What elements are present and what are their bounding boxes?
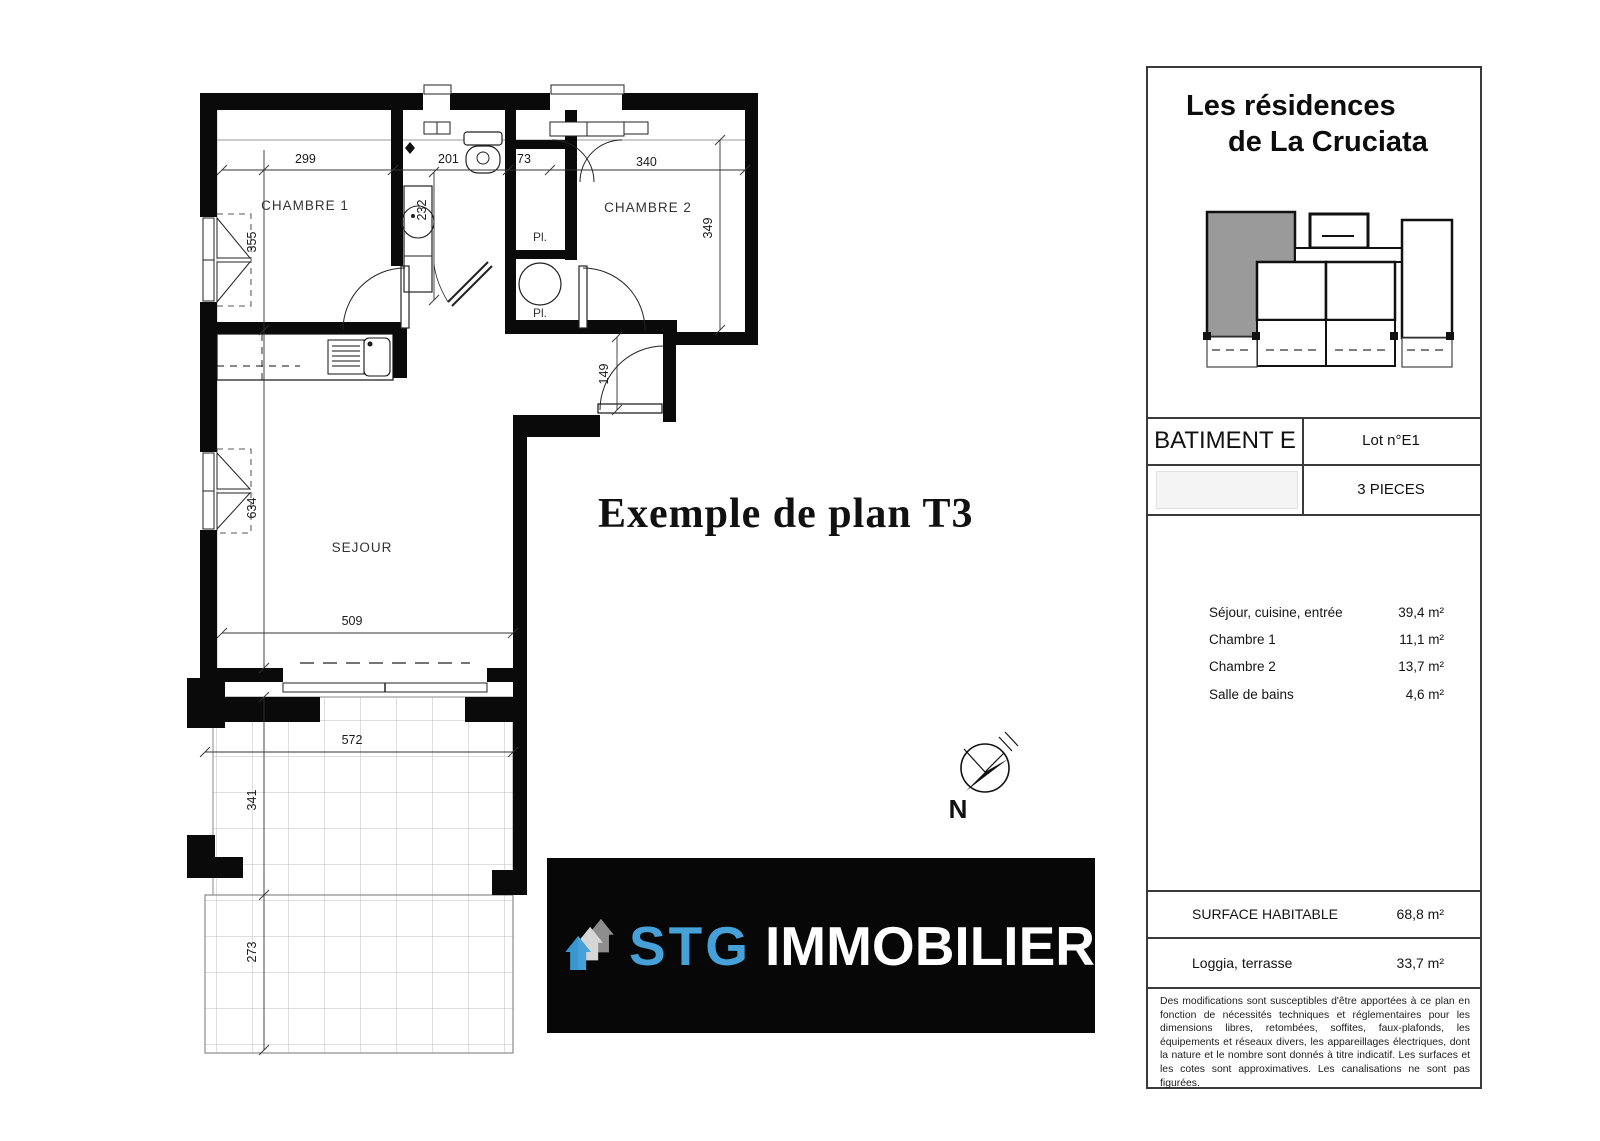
divider — [1148, 890, 1480, 892]
room-area-row — [1148, 653, 1480, 680]
room-area-row — [1148, 599, 1480, 626]
loggia-value: 33,7 m² — [1396, 955, 1444, 971]
dim-placard-width: 73 — [517, 152, 531, 166]
mini-site-plan — [1148, 198, 1480, 413]
label-chambre1: CHAMBRE 1 — [261, 198, 349, 213]
lot-cell: Lot n°E1 — [1362, 432, 1420, 449]
panel-title-line1: Les résidences — [1186, 90, 1396, 122]
room-area-label: Salle de bains — [1209, 687, 1294, 702]
north-compass-icon — [961, 732, 1018, 792]
dim-chambre2-width: 340 — [636, 155, 657, 169]
dim-bain-width: 201 — [438, 152, 459, 166]
redacted-cell — [1148, 464, 1302, 514]
toilet-icon — [464, 132, 502, 173]
dim-entree: 149 — [597, 363, 611, 385]
room-area-row — [1148, 681, 1480, 708]
room-area-label: Chambre 2 — [1209, 659, 1276, 674]
bay-window — [283, 663, 487, 692]
water-heater-icon — [519, 263, 561, 305]
window-bain — [424, 85, 451, 134]
room-area-row — [1148, 626, 1480, 653]
divider — [1148, 937, 1480, 939]
dim-chambre2-height: 349 — [701, 217, 715, 239]
north-label: N — [948, 794, 968, 824]
dim-terrasse-basse-height: 273 — [245, 941, 259, 963]
batiment-cell: BATIMENT E — [1154, 426, 1296, 454]
label-sejour: SEJOUR — [331, 540, 393, 555]
door-bain — [434, 262, 492, 306]
pieces-cell: 3 PIECES — [1357, 480, 1425, 498]
logo-houses-icon — [559, 866, 623, 1026]
room-area-value: 11,1 m² — [1399, 632, 1444, 647]
redacted-box — [1156, 471, 1298, 509]
stg-logo — [547, 858, 1095, 1033]
dim-sejour-width: 509 — [341, 614, 363, 628]
label-placard1: Pl. — [532, 230, 548, 244]
panel-title-line2: de La Cruciata — [1228, 126, 1428, 158]
logo-immobilier-text: IMMOBILIER — [765, 914, 1095, 977]
window-chambre1 — [203, 214, 251, 306]
logo-stg-text: STG — [628, 914, 752, 977]
dim-chambre1-width: 299 — [295, 152, 316, 166]
dim-terrasse-width: 572 — [341, 733, 363, 747]
loggia-label: Loggia, terrasse — [1192, 955, 1293, 971]
surface-label: SURFACE HABITABLE — [1192, 906, 1339, 922]
dim-chambre1-height: 355 — [245, 231, 259, 253]
dim-terrasse-height: 341 — [245, 789, 259, 811]
surface-row — [1148, 900, 1480, 927]
loggia-row — [1148, 949, 1480, 976]
room-area-label: Chambre 1 — [1209, 632, 1276, 647]
divider — [1148, 987, 1480, 989]
label-placard2: Pl. — [532, 306, 548, 320]
door-chambre1 — [343, 266, 409, 330]
room-area-label: Séjour, cuisine, entrée — [1209, 605, 1343, 620]
divider — [1148, 514, 1480, 516]
room-area-value: 13,7 m² — [1398, 659, 1444, 674]
room-area-value: 39,4 m² — [1398, 605, 1444, 620]
dim-sejour-height: 634 — [245, 497, 259, 519]
plan-caption: Exemple de plan T3 — [598, 491, 974, 537]
info-panel — [1146, 66, 1482, 1089]
surface-value: 68,8 m² — [1396, 906, 1444, 922]
window-sejour — [203, 449, 251, 533]
dim-bain-depth: 232 — [415, 199, 429, 221]
kitchen-counter — [217, 334, 393, 380]
label-chambre2: CHAMBRE 2 — [604, 200, 692, 215]
ceiling-symbol — [405, 142, 415, 154]
disclaimer-text: Des modifications sont susceptibles d'être apportées à ce plan en fonction de nécessités techniques et réglementaires pour les dimensions libres, retombées, soffites, faux-plafonds, les équipements et réseaux divers, les appareillages électriques, dont la nature et le nombre sont donnés à titre indicatif. Les surfaces et les cotes sont approximatives. Les canalisations ne sont pas figurées. — [1160, 996, 1470, 1089]
room-area-value: 4,6 m² — [1405, 687, 1444, 702]
terrace-lower — [205, 895, 513, 1053]
